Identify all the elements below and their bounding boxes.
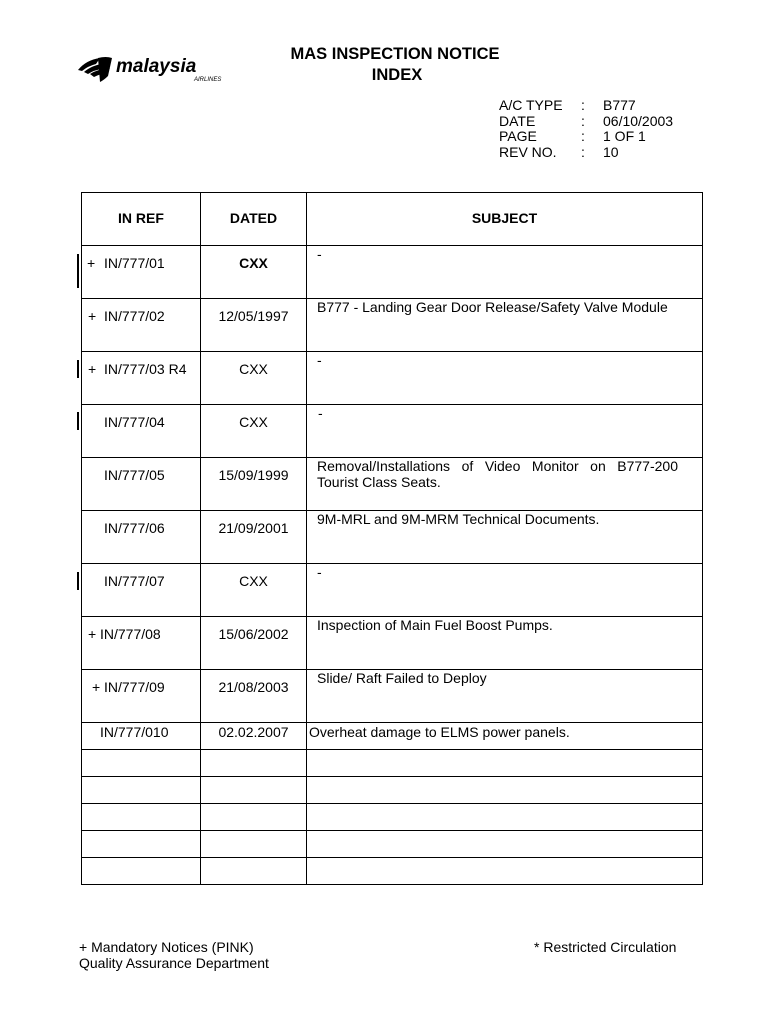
in-ref-cell [82, 405, 201, 458]
revision-bar [77, 254, 79, 288]
subject-cell [307, 617, 703, 670]
info-value: B777 [603, 97, 636, 113]
table-row [82, 458, 703, 511]
mandatory-mark: + [87, 255, 96, 271]
empty-cell [201, 831, 307, 858]
subject-cell [307, 564, 703, 617]
subject-cell [307, 299, 703, 352]
subject-value: - [317, 352, 322, 368]
column-header-in-ref: IN REF [82, 193, 201, 246]
table-row [82, 299, 703, 352]
inspection-notice-index-table [81, 192, 703, 885]
info-label: PAGE [499, 128, 537, 144]
dated-value: 12/05/1997 [218, 308, 289, 324]
info-row-page [499, 129, 693, 145]
in-ref-value: IN/777/04 [104, 414, 165, 430]
in-ref-value: IN/777/05 [104, 467, 165, 483]
subject-cell [307, 246, 703, 299]
dated-value: CXX [239, 414, 268, 430]
dated-value: CXX [239, 573, 268, 589]
table-row [82, 511, 703, 564]
in-ref-cell [82, 670, 201, 723]
info-separator: : [581, 143, 585, 160]
in-ref-value: IN/777/010 [100, 724, 169, 740]
mandatory-mark: + [92, 679, 101, 695]
table-row [82, 670, 703, 723]
subject-value: 9M-MRL and 9M-MRM Technical Documents. [317, 511, 600, 527]
subject-value: - [317, 246, 322, 262]
dated-cell [201, 352, 307, 405]
dated-cell [201, 617, 307, 670]
subject-cell [307, 511, 703, 564]
empty-table-row [82, 777, 703, 804]
in-ref-cell [82, 246, 201, 299]
in-ref-cell [82, 458, 201, 511]
empty-cell [201, 777, 307, 804]
restricted-circulation-note: * Restricted Circulation [534, 939, 677, 955]
in-ref-value: IN/777/09 [104, 679, 165, 695]
empty-table-row [82, 804, 703, 831]
in-ref-cell [82, 564, 201, 617]
subject-value: Removal/Installations of Video Monitor on B777-200 Tourist Class Seats. [317, 458, 678, 490]
footer-left [79, 939, 269, 971]
dated-cell [201, 458, 307, 511]
dated-value: 21/08/2003 [218, 679, 289, 695]
empty-cell [82, 831, 201, 858]
in-ref-value: IN/777/08 [100, 626, 161, 642]
malaysia-airlines-logo [76, 52, 228, 84]
info-label: REV NO. [499, 143, 557, 160]
empty-cell [201, 858, 307, 885]
in-ref-value: IN/777/03 R4 [104, 361, 187, 377]
dated-value: CXX [239, 361, 268, 377]
empty-cell [201, 804, 307, 831]
dated-cell [201, 670, 307, 723]
empty-cell [82, 804, 201, 831]
info-label: A/C TYPE [499, 97, 563, 113]
dated-value: 21/09/2001 [218, 520, 289, 536]
table-row [82, 405, 703, 458]
info-separator: : [581, 97, 585, 113]
mandatory-mark: + [88, 308, 97, 324]
in-ref-value: IN/777/01 [104, 255, 165, 271]
subject-value: Slide/ Raft Failed to Deploy [317, 670, 487, 686]
column-header-subject: SUBJECT [307, 193, 703, 246]
info-separator: : [581, 112, 585, 129]
dated-value: CXX [239, 255, 268, 271]
dated-cell [201, 246, 307, 299]
empty-cell [307, 858, 703, 885]
subject-cell [307, 352, 703, 405]
revision-bar [77, 360, 79, 378]
info-label: DATE [499, 112, 536, 129]
info-row-rev-no [499, 145, 693, 161]
logo-wordmark: malaysia [116, 56, 197, 77]
info-row-ac-type [499, 98, 693, 114]
document-title [270, 44, 520, 85]
mandatory-mark: + [88, 361, 97, 377]
dated-cell [201, 511, 307, 564]
dated-cell [201, 723, 307, 750]
column-header-dated: DATED [201, 193, 307, 246]
info-value: 06/10/2003 [603, 112, 674, 129]
empty-cell [82, 858, 201, 885]
empty-cell [82, 777, 201, 804]
mandatory-notice-legend: + Mandatory Notices (PINK) [79, 939, 254, 955]
empty-cell [307, 777, 703, 804]
subject-value: B777 - Landing Gear Door Release/Safety Valve Module [317, 299, 668, 315]
document-info-block [499, 98, 693, 160]
info-row-date [499, 114, 693, 130]
subject-cell [307, 458, 703, 511]
in-ref-cell [82, 723, 201, 750]
empty-cell [307, 804, 703, 831]
title-line-1: MAS INSPECTION NOTICE [290, 45, 500, 63]
empty-table-row [82, 831, 703, 858]
subject-cell [307, 670, 703, 723]
subject-value: Inspection of Main Fuel Boost Pumps. [317, 617, 553, 633]
dated-cell [201, 405, 307, 458]
dated-value: 15/06/2002 [218, 626, 289, 642]
dated-value: 15/09/1999 [218, 467, 289, 483]
in-ref-value: IN/777/02 [104, 308, 165, 324]
subject-value: Overheat damage to ELMS power panels. [309, 724, 570, 740]
mandatory-mark: + [88, 626, 97, 642]
airline-logo-graphic [76, 52, 228, 84]
info-separator: : [581, 128, 585, 144]
title-line-2: INDEX [371, 66, 423, 84]
empty-table-row [82, 750, 703, 777]
subject-cell [307, 405, 703, 458]
table-row [82, 352, 703, 405]
in-ref-cell [82, 299, 201, 352]
table-row [82, 246, 703, 299]
dated-cell [201, 299, 307, 352]
department-name: Quality Assurance Department [79, 955, 269, 971]
info-value: 1 OF 1 [603, 128, 646, 144]
in-ref-cell [82, 352, 201, 405]
info-value: 10 [603, 143, 619, 160]
in-ref-cell [82, 511, 201, 564]
revision-bar [77, 572, 79, 590]
table-header-row [82, 193, 703, 246]
table-row [82, 723, 703, 750]
in-ref-value: IN/777/07 [104, 573, 165, 589]
empty-cell [201, 750, 307, 777]
subject-value: - [317, 564, 322, 580]
table-row [82, 617, 703, 670]
subject-cell [307, 723, 703, 750]
table-row [82, 564, 703, 617]
empty-cell [307, 831, 703, 858]
revision-bar [77, 412, 79, 430]
empty-cell [82, 750, 201, 777]
dated-value: 02.02.2007 [218, 724, 289, 740]
dated-cell [201, 564, 307, 617]
empty-table-row [82, 858, 703, 885]
empty-cell [307, 750, 703, 777]
logo-subtext: AIRLINES [194, 77, 222, 83]
subject-value: - [318, 405, 323, 421]
in-ref-cell [82, 617, 201, 670]
in-ref-value: IN/777/06 [104, 520, 165, 536]
